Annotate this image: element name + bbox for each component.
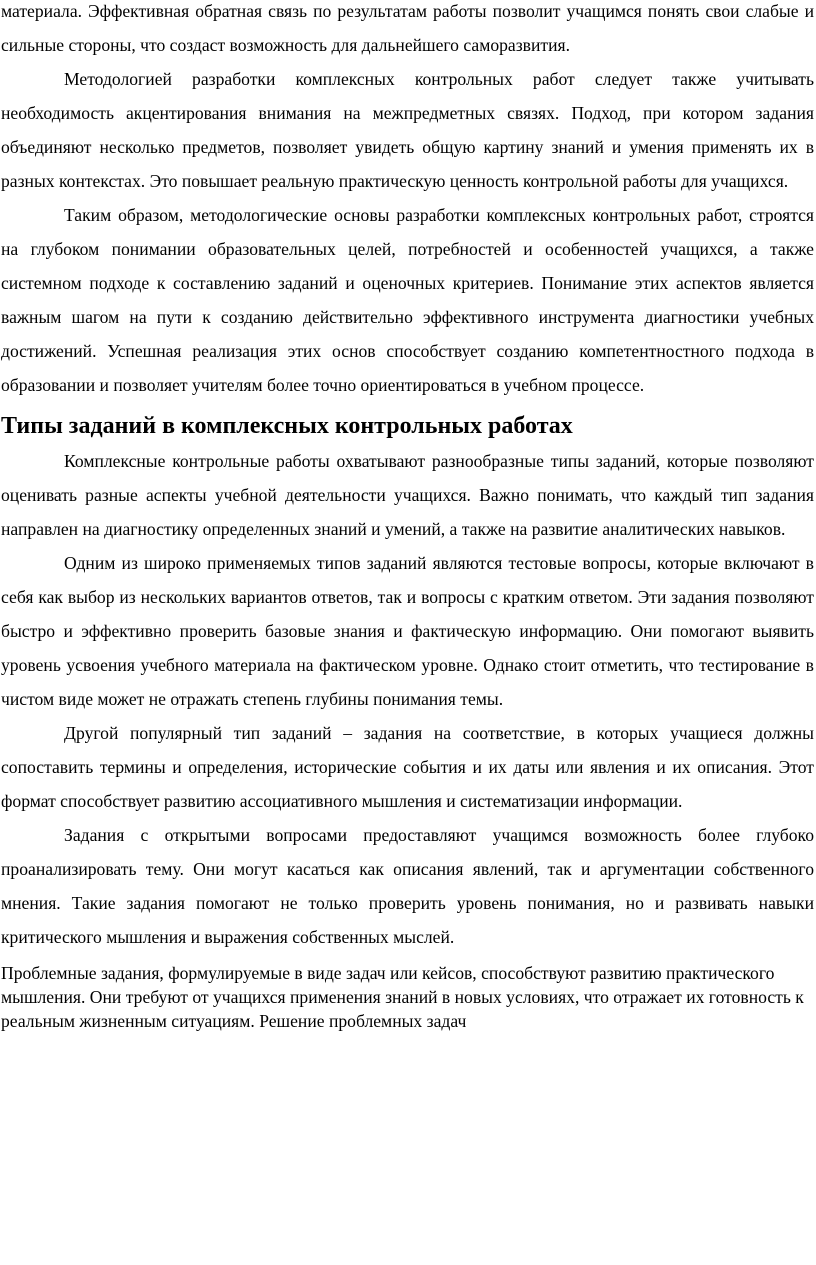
paragraph-interdisciplinary: Методологией разработки комплексных контрольных работ следует также учитывать необходимость акцентирования внимания на межпредметных связях. Подход, при котором задания объединяют несколько предметов, позволяет увидеть общую картину знаний и умения применять их в разных контекстах. Это повышает реальную практическую ценность контрольной работы для учащихся. (1, 69, 814, 191)
paragraph-conclusion: Таким образом, методологические основы разработки комплексных контрольных работ, строятся на глубоком понимании образовательных целей, потребностей и особенностей учащихся, а также системном подходе к составлению заданий и оценочных критериев. Понимание этих аспектов является важным шагом на пути к созданию действительно эффективного инструмента диагностики учебных достижений. Успешная реализация этих основ способствует созданию компетентностного подхода в образовании и позволяет учителям более точно ориентироваться в учебном процессе. (1, 205, 814, 395)
paragraph-feedback: материала. Эффективная обратная связь по результатам работы позволит учащимся понять свои слабые и сильные стороны, что создаст возможность для дальнейшего саморазвития. (1, 1, 814, 55)
section-heading: Типы заданий в комплексных контрольных работах (1, 413, 573, 439)
paragraph-test-questions: Одним из широко применяемых типов заданий являются тестовые вопросы, которые включают в себя как выбор из нескольких вариантов ответов, так и вопросы с кратким ответом. Эти задания позволяют быстро и эффективно проверить базовые знания и фактическую информацию. Они помогают выявить уровень усвоения учебного материала на фактическом уровне. Однако стоит отметить, что тестирование в чистом виде может не отражать степень глубины понимания темы. (1, 553, 814, 709)
paragraph-matching-tasks: Другой популярный тип заданий – задания на соответствие, в которых учащиеся должны сопоставить термины и определения, исторические события и их даты или явления и их описания. Этот формат способствует развитию ассоциативного мышления и систематизации информации. (1, 723, 814, 811)
paragraph-problem-tasks: Проблемные задания, формулируемые в виде задач или кейсов, способствуют развитию практического мышления. Они требуют от учащихся применения знаний в новых условиях, что отражает их готовность к реальным жизненным ситуациям. Решение проблемных задач (1, 963, 804, 1031)
paragraph-open-questions: Задания с открытыми вопросами предоставляют учащимся возможность более глубоко проанализировать тему. Они могут касаться как описания явлений, так и аргументации собственного мнения. Такие задания помогают не только проверить уровень понимания, но и развивать навыки критического мышления и выражения собственных мыслей. (1, 825, 814, 947)
paragraph-task-types-intro: Комплексные контрольные работы охватывают разнообразные типы заданий, которые позволяют оценивать разные аспекты учебной деятельности учащихся. Важно понимать, что каждый тип задания направлен на диагностику определенных знаний и умений, а также на развитие аналитических навыков. (1, 451, 814, 539)
